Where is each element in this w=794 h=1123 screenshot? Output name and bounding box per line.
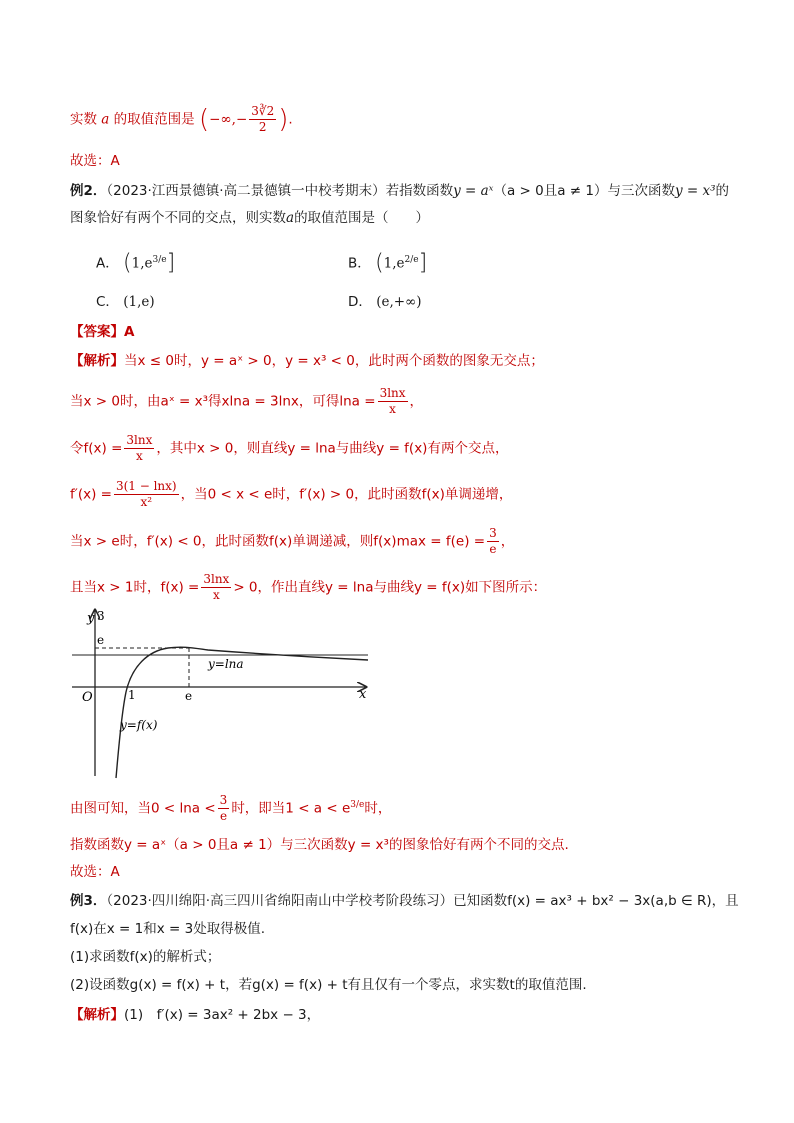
step-text: 当x > 0时，由aˣ = x³得xlna = 3lnx，可得lna = <box>70 393 376 410</box>
ex2-step2: 当x > 0时，由aˣ = x³得xlna = 3lnx，可得lna = $\frac{3\ln x}{x}$ ， <box>70 386 424 416</box>
denominator: e <box>219 809 228 823</box>
source: （2023·江西景德镇·高二景德镇一中校考期末） <box>106 183 386 199</box>
ex2-step8: 指数函数y = aˣ（a > 0且a ≠ 1）与三次函数y = x³的图象恰好有两个不同的交点. <box>70 837 569 853</box>
step-text: 当x > e时，f′(x) < 0，此时函数f(x)单调递减，则f(x)max = f(e) = <box>70 533 486 550</box>
origin-label: O <box>82 690 93 705</box>
numerator: 3 <box>489 526 497 540</box>
text: 的取值范围是 <box>113 111 195 128</box>
curve-label: y=f(x) <box>120 718 158 732</box>
denominator: x <box>389 402 396 416</box>
ex2-question-line1 <box>70 180 734 202</box>
ex2-step7 <box>70 793 734 824</box>
numerator: 3 <box>219 793 228 807</box>
ex2-question-line2 <box>70 207 734 229</box>
step-text: 且当x > 1时，f(x) = <box>70 579 200 596</box>
ex3-analysis <box>70 1004 734 1026</box>
step-text: 由图可知，当0 < lna < <box>70 800 216 817</box>
text: 与三次函数 <box>607 183 675 199</box>
interval-start: −∞,− <box>209 111 248 128</box>
bracket-right: ] <box>418 250 428 276</box>
option-value: 1,e <box>131 255 153 272</box>
ex2-step6 <box>70 572 734 603</box>
step-text: ，当0 < x < e时，f′(x) > 0，此时函数f(x)单调递增， <box>180 486 513 503</box>
paren-left: ( <box>123 250 132 276</box>
fraction <box>378 386 408 417</box>
option-d[interactable] <box>348 290 422 314</box>
question-text: 已知函数f(x) = ax³ + bx² − 3x(a,b ∈ R)，且 <box>453 893 739 909</box>
text: 实数 <box>70 111 97 128</box>
analysis-label: 【解析】 <box>70 353 124 369</box>
ex2-step4 <box>70 479 734 510</box>
option-value: (e,+∞) <box>376 294 422 310</box>
option-label: C． <box>96 294 119 310</box>
example-label: 例3． <box>70 893 107 909</box>
numerator: 3(1 − lnx) <box>115 479 177 493</box>
tick-label-3: 3 <box>97 609 105 623</box>
step-text: 时， <box>364 800 392 817</box>
numerator: 3∛2 <box>251 104 275 118</box>
exponent: 2/e <box>404 255 419 265</box>
example-label: 例2． <box>70 183 107 199</box>
tick-label-e-x: e <box>185 689 193 703</box>
fraction <box>218 793 230 824</box>
option-a[interactable] <box>96 248 175 276</box>
fraction <box>124 433 154 464</box>
step-text: f′(x) = <box>70 486 112 503</box>
option-value: 1,e <box>383 255 405 272</box>
ex3-question-line1 <box>70 890 739 912</box>
step-text: 时，即当1 < a < e <box>231 800 351 817</box>
option-value: (1,e) <box>123 294 155 310</box>
func: y = aˣ <box>453 183 494 199</box>
tick-label-e-y: e <box>97 633 105 647</box>
var-a: a <box>101 111 110 128</box>
var-a: a <box>286 210 295 226</box>
denominator: e <box>489 542 497 556</box>
exponent: 3/e <box>152 255 167 265</box>
numerator: 3lnx <box>203 572 230 586</box>
source: （2023·四川绵阳·高三四川省绵阳南山中学校考阶段练习） <box>106 893 454 909</box>
analysis-label: 【解析】 <box>70 1007 124 1023</box>
fraction <box>249 104 276 135</box>
paren-left: ( <box>375 250 384 276</box>
paren-left: ( <box>198 104 210 135</box>
denominator: x² <box>140 495 153 509</box>
cond: （a > 0且a ≠ 1） <box>493 183 608 199</box>
ex3-part2: (2)设函数g(x) = f(x) + t，若g(x) = f(x) + t有且仅有一个零点，求实数t的取值范围. <box>70 977 587 993</box>
numerator: 3lnx <box>126 433 153 447</box>
y-axis-label: y <box>87 611 95 626</box>
ex3-question-line2: f(x)在x = 1和x = 3处取得极值. <box>70 921 266 937</box>
ex2-step5: 当x > e时，f′(x) < 0，此时函数f(x)单调递减，则f(x)max = f(e) = $\frac{3}{e}$ ， <box>70 526 515 556</box>
ex2-answer-label: 【答案】A <box>70 324 135 340</box>
prev-answer: 故选：A <box>70 153 120 169</box>
option-label: D． <box>348 294 372 310</box>
fraction <box>114 479 179 510</box>
step-text: 当x ≤ 0时，y = aˣ > 0，y = x³ < 0，此时两个函数的图象无交点； <box>124 353 544 369</box>
analysis-text: (1) f′(x) = 3ax² + 2bx − 3， <box>124 1007 321 1023</box>
tick-label-1: 1 <box>128 688 136 702</box>
text: 的 <box>715 183 730 199</box>
step-text: 令f(x) = <box>70 440 123 457</box>
range-conclusion: 实数 a 的取值范围是 (−∞,− $\frac{3∛2}{2}$ ). <box>70 104 293 135</box>
bracket-right: ] <box>166 250 176 276</box>
numerator: 3lnx <box>379 386 406 400</box>
option-label: B． <box>348 255 371 272</box>
function-graph <box>68 606 373 784</box>
denominator: x <box>135 449 143 463</box>
option-c[interactable] <box>96 290 155 314</box>
line-label: y=lna <box>208 657 244 671</box>
step-text: ，其中x > 0，则直线y = lna与曲线y = f(x)有两个交点， <box>156 440 509 457</box>
option-label: A． <box>96 255 119 272</box>
func: y = x³ <box>675 183 716 199</box>
fraction <box>487 526 499 557</box>
option-b[interactable] <box>348 248 427 276</box>
step-text: > 0，作出直线y = lna与曲线y = f(x)如下图所示： <box>233 579 547 596</box>
ex2-step3 <box>70 433 734 464</box>
ex3-part1: (1)求函数f(x)的解析式； <box>70 949 221 965</box>
x-axis-label: x <box>359 687 367 702</box>
text: 图象恰好有两个不同的交点，则实数 <box>70 210 286 226</box>
text: 若指数函数 <box>385 183 454 199</box>
text: 的取值范围是（ ） <box>294 210 430 226</box>
paren-right: ) <box>278 104 289 135</box>
ex2-answer: 故选：A <box>70 864 120 880</box>
denominator: 2 <box>258 120 267 134</box>
denominator: x <box>212 588 220 602</box>
ex2-step1 <box>70 350 734 372</box>
fraction <box>201 572 231 603</box>
exponent: 3/e <box>350 800 365 810</box>
